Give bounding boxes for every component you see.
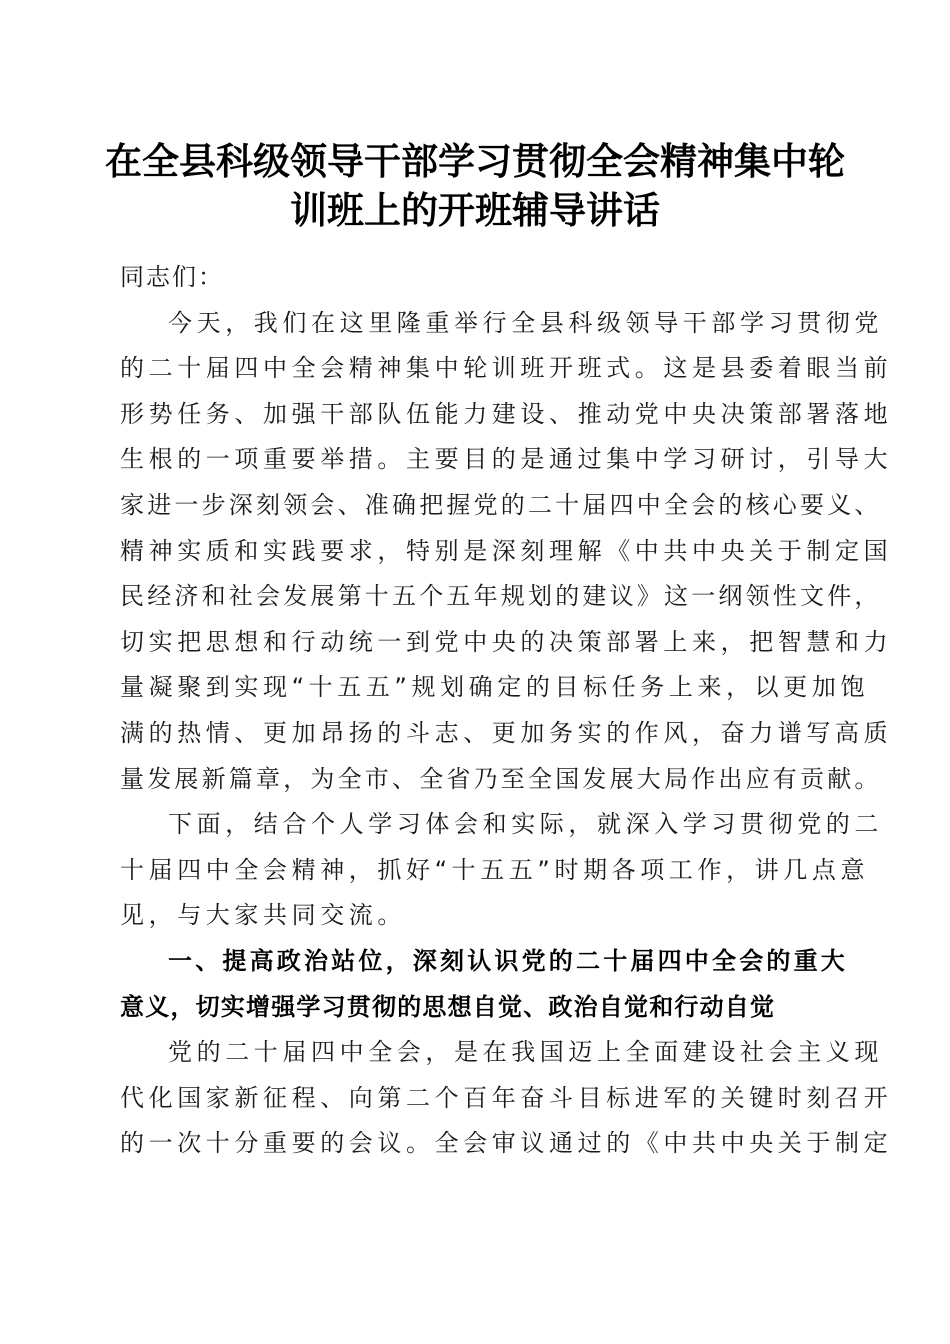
paragraph-line: 见，与大家共同交流。: [120, 901, 406, 930]
title-line: 在全县科级领导干部学习贯彻全会精神集中轮: [105, 139, 845, 183]
document-title: [100, 137, 850, 235]
title-line: 训班上的开班辅导讲话: [290, 188, 660, 232]
paragraph-line: 党的二十届四中全会，是在我国迈上全面建设社会主义现: [168, 1038, 883, 1067]
section-heading-1: [120, 939, 848, 1030]
paragraph-line: 形势任务、加强干部队伍能力建设、推动党中央决策部署落地: [120, 399, 893, 428]
paragraph-intro: [120, 802, 883, 939]
paragraph-line: 代化国家新征程、向第二个百年奋斗目标进军的关键时刻召开: [120, 1083, 893, 1112]
paragraph-line: 精神实质和实践要求，特别是深刻理解《中共中央关于制定国: [120, 536, 893, 565]
heading-line: 一、提高政治站位，深刻认识党的二十届四中全会的重大: [168, 946, 848, 975]
paragraph-line: 量发展新篇章，为全市、全省乃至全国发展大局作出应有贡献。: [120, 764, 882, 793]
paragraph-line: 切实把思想和行动统一到党中央的决策部署上来，把智慧和力: [120, 627, 893, 656]
paragraph-line: 今天，我们在这里隆重举行全县科级领导干部学习贯彻党: [168, 308, 883, 337]
paragraph-line: 家进一步深刻领会、准确把握党的二十届四中全会的核心要义、: [120, 490, 882, 519]
paragraph-line: 十届四中全会精神，抓好“十五五”时期各项工作，讲几点意: [120, 855, 870, 884]
document-body: [120, 255, 893, 1167]
paragraph-opening: [120, 301, 893, 803]
greeting: 同志们：: [120, 263, 224, 291]
paragraph-line: 下面，结合个人学习体会和实际，就深入学习贯彻党的二: [168, 810, 883, 839]
paragraph-line: 的一次十分重要的会议。全会审议通过的《中共中央关于制定: [120, 1129, 893, 1158]
paragraph-section-1: [120, 1030, 893, 1167]
paragraph-line: 的二十届四中全会精神集中轮训班开班式。这是县委着眼当前: [120, 354, 893, 383]
heading-line: 意义，切实增强学习贯彻的思想自觉、政治自觉和行动自觉: [120, 992, 776, 1021]
paragraph-line: 民经济和社会发展第十五个五年规划的建议》这一纲领性文件，: [120, 582, 882, 611]
paragraph-line: 量凝聚到实现“十五五”规划确定的目标任务上来，以更加饱: [120, 673, 870, 702]
paragraph-line: 生根的一项重要举措。主要目的是通过集中学习研讨，引导大: [120, 445, 893, 474]
paragraph-line: 满的热情、更加昂扬的斗志、更加务实的作风，奋力谱写高质: [120, 718, 893, 747]
